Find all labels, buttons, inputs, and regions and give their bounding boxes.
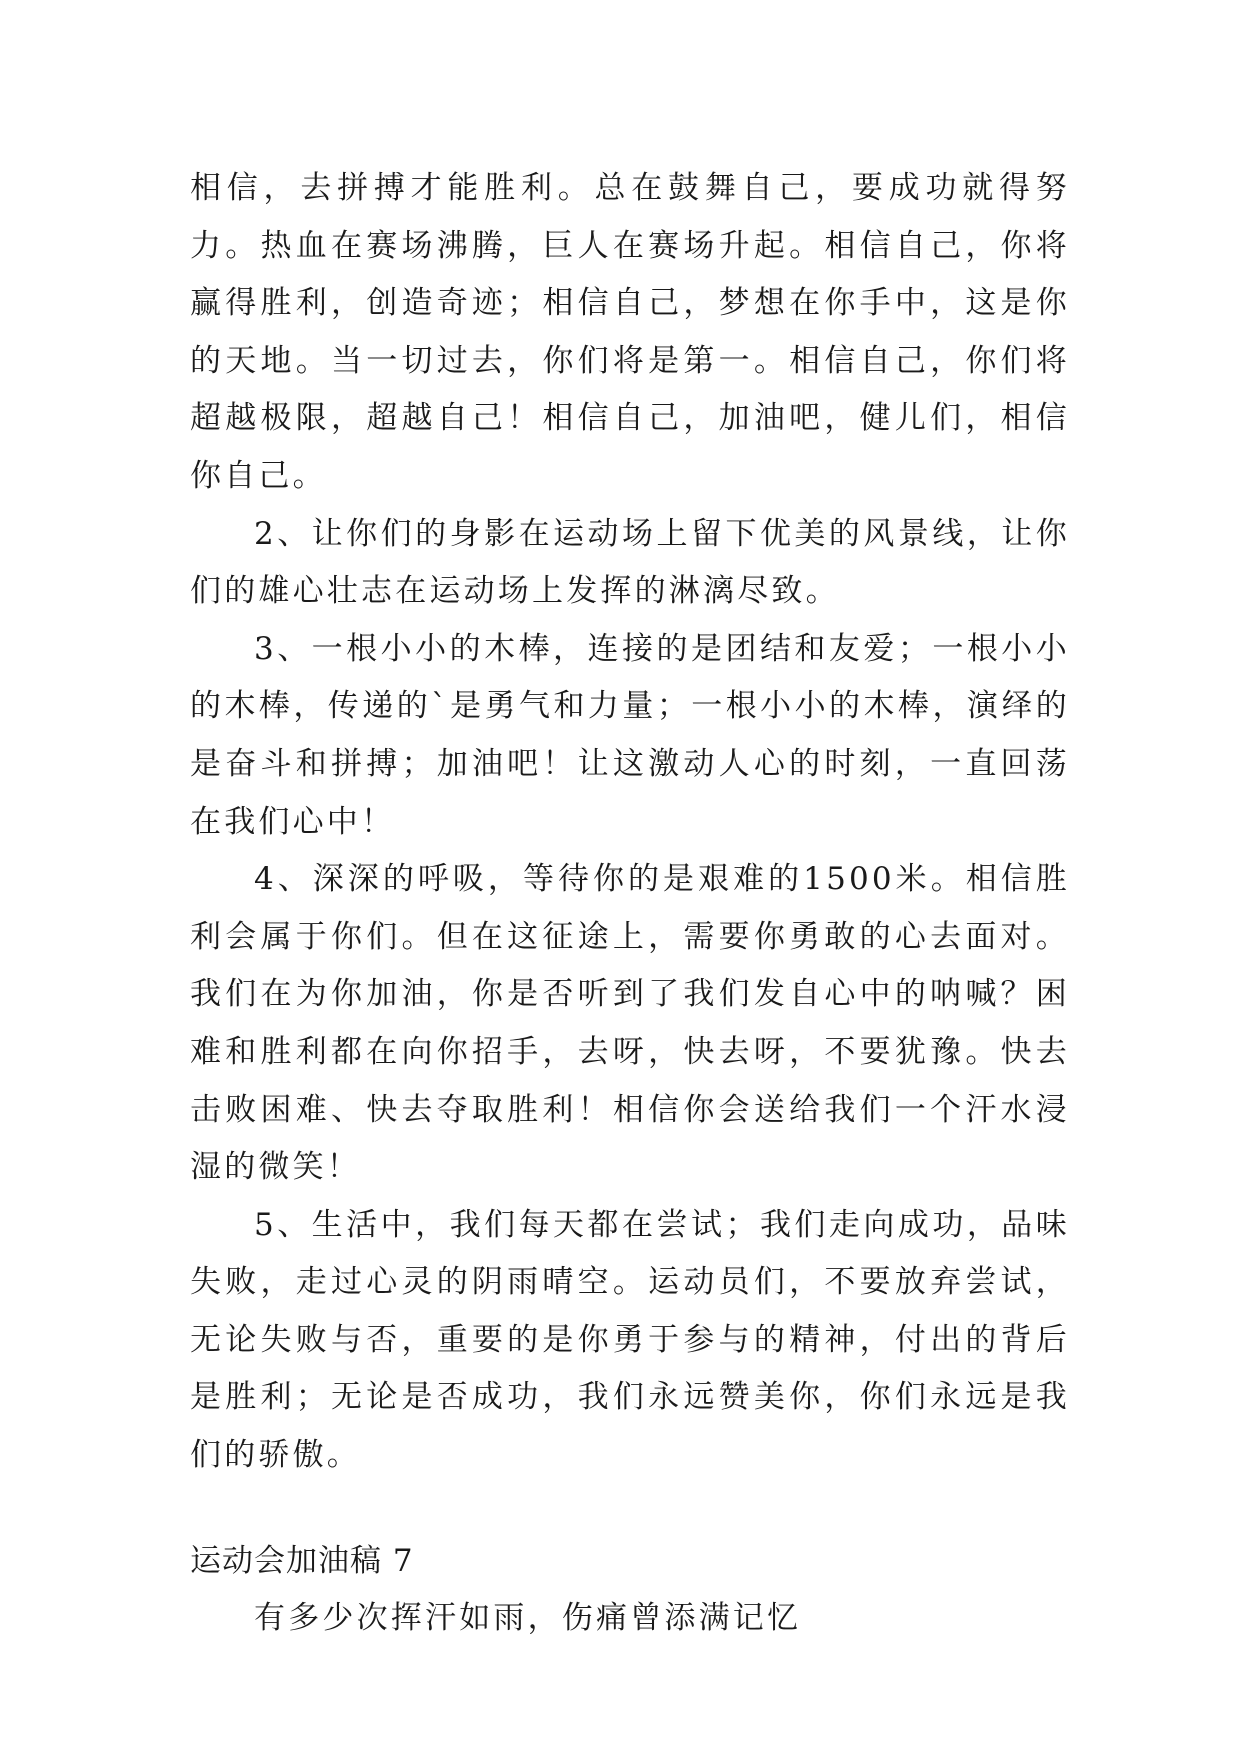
paragraph-item-2: 2、让你们的身影在运动场上留下优美的风景线，让你们的雄心壮志在运动场上发挥的淋漓尽致。 <box>190 515 1070 610</box>
paragraph-item-3: 3、一根小小的木棒，连接的是团结和友爱；一根小小的木棒，传递的`是勇气和力量；一根小小的木棒，演绎的是奋斗和拼搏；加油吧！让这激动人心的时刻，一直回荡在我们心中！ <box>190 630 1070 840</box>
document-body <box>190 160 1070 1648</box>
section-title: 运动会加油稿 7 <box>190 1542 414 1579</box>
paragraph-item-4: 4、深深的呼吸，等待你的是艰难的1500米。相信胜利会属于你们。但在这征途上，需要你勇敢的心去面对。我们在为你加油，你是否听到了我们发自心中的呐喊？困难和胜利都在向你招手，去呀，快去呀，不要犹豫。快去击败困难、快去夺取胜利！相信你会送给我们一个汗水浸湿的微笑！ <box>190 861 1070 1186</box>
paragraph-item-5: 5、生活中，我们每天都在尝试；我们走向成功，品味失败，走过心灵的阴雨晴空。运动员们，不要放弃尝试，无论失败与否，重要的是你勇于参与的精神，付出的背后是胜利；无论是否成功，我们永远赞美你，你们永远是我们的骄傲。 <box>190 1206 1070 1474</box>
paragraph-continued: 相信，去拼搏才能胜利。总在鼓舞自己，要成功就得努力。热血在赛场沸腾，巨人在赛场升起。相信自己，你将赢得胜利，创造奇迹；相信自己，梦想在你手中，这是你的天地。当一切过去，你们将是第一。相信自己，你们将超越极限，超越自己！相信自己，加油吧，健儿们，相信你自己。 <box>190 170 1070 494</box>
section-first-line: 有多少次挥汗如雨，伤痛曾添满记忆 <box>254 1600 802 1637</box>
